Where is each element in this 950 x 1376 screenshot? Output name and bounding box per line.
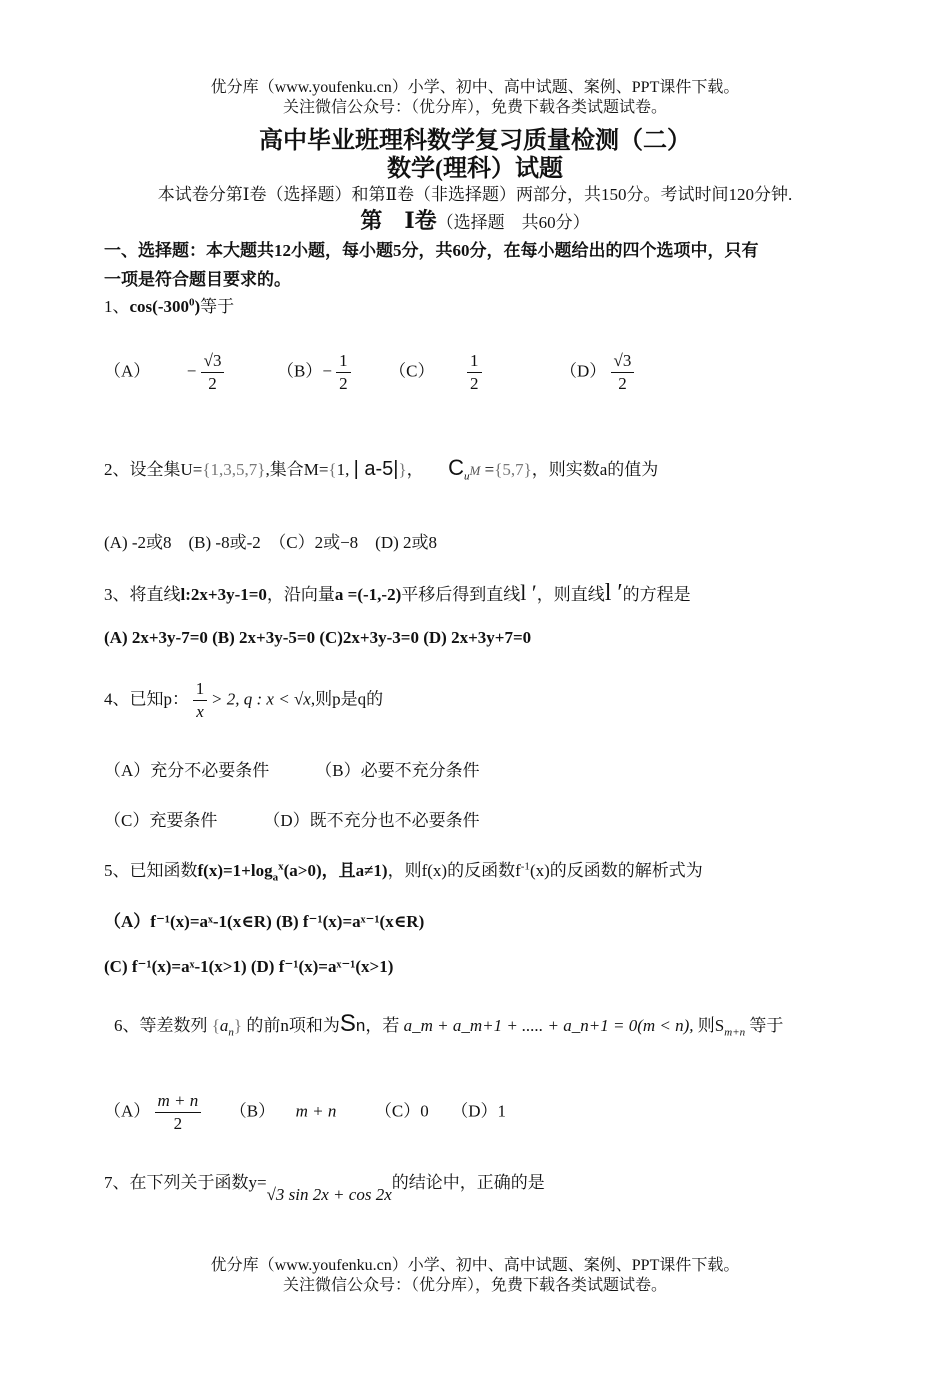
q1-d-fraction xyxy=(611,350,635,395)
q5-options-ab: （A）f⁻¹(x)=aˣ-1(x∈R) (B) f⁻¹(x)=aˣ⁻¹(x∈R) xyxy=(104,912,425,931)
q7-suffix: 的结论中，正确的是 xyxy=(391,1173,545,1192)
q3-text-2: ，沿向量 xyxy=(266,585,335,604)
q3-text-5: 的方程是 xyxy=(622,585,691,604)
q2-complement-m: M xyxy=(469,463,481,478)
q4-options-cd xyxy=(104,806,480,831)
q2-equals: = xyxy=(484,460,495,479)
q6-option-b: （B） xyxy=(229,1101,276,1121)
q7-expr: √3 sin 2x + cos 2x xyxy=(266,1185,392,1204)
q2-set-c: {5,7} xyxy=(494,460,532,479)
q1-a-num: √3 xyxy=(201,350,225,373)
q2-prefix: 2、设全集U= xyxy=(104,460,203,479)
q6-option-d: （D）1 xyxy=(451,1101,506,1121)
q4-suffix: ,则p是q的 xyxy=(310,689,384,709)
q6-options xyxy=(104,1090,506,1135)
q1-c-den: 2 xyxy=(470,374,479,393)
q1-prefix: 1、 xyxy=(104,297,130,316)
q1-a-den: 2 xyxy=(208,374,217,393)
part-heading xyxy=(0,204,950,235)
footer-line-2: 关注微信公众号：（优分库），免费下载各类试题试卷。 xyxy=(282,1277,667,1294)
q5-options-cd: (C) f⁻¹(x)=aˣ-1(x>1) (D) f⁻¹(x)=aˣ⁻¹(x>1) xyxy=(104,957,394,976)
q1-d-num: √3 xyxy=(611,350,635,373)
main-title: 高中毕业班理科数学复习质量检测（二） xyxy=(259,128,691,154)
q6-expr: a_m + a_m+1 + ..... + a_n+1 = 0(m < n), xyxy=(403,1016,694,1035)
q6-a-num: m + n xyxy=(155,1090,202,1113)
question-5 xyxy=(104,856,703,883)
q1-option-a: （A） xyxy=(104,361,151,381)
q3-options: (A) 2x+3y-7=0 (B) 2x+3y-5=0 (C)2x+3y-3=0 (D) 2x+3y+7=0 xyxy=(104,628,532,647)
q2-mid: ,集合M= xyxy=(265,460,329,479)
q4-options-ab xyxy=(104,756,480,781)
q1-b-minus: − xyxy=(322,361,332,381)
q5-func: f(x)=1+log xyxy=(197,861,273,880)
q1-options xyxy=(104,350,634,395)
section-heading-line2: 一项是符合题目要求的。 xyxy=(104,270,291,289)
q1-c-fraction xyxy=(467,350,482,395)
q6-seq-a: a xyxy=(219,1016,229,1035)
exam-intro: 本试卷分第Ⅰ卷（选择题）和第Ⅱ卷（非选择题）两部分，共150分。考试时间120分钟. xyxy=(157,185,793,204)
question-6 xyxy=(114,1010,783,1038)
q4-option-a: （A）充分不必要条件 xyxy=(104,761,270,780)
q6-sequence: $\{a_n\}$ xyxy=(211,1016,243,1039)
q5-cond: (a>0)，且a≠1) xyxy=(283,861,388,880)
q3-text-4: ，则直线 xyxy=(536,585,605,604)
q6-seq-sub: n xyxy=(228,1026,234,1039)
q5-text: 5、已知函数 xyxy=(104,861,198,880)
q5-suffix-2: (x)的反函数的解析式为 xyxy=(529,861,703,880)
question-1 xyxy=(104,292,234,317)
q6-suffix: 等于 xyxy=(749,1016,784,1035)
q4-num: 1 xyxy=(195,679,205,698)
question-3 xyxy=(104,580,691,607)
q2-set-m: {1, | a-5|} xyxy=(328,458,407,480)
q6-a-den: 2 xyxy=(173,1114,183,1133)
q4-option-c: （C）充要条件 xyxy=(104,811,218,830)
q1-suffix: 等于 xyxy=(200,297,235,316)
q1-a-fraction xyxy=(201,350,225,395)
q4-den: x xyxy=(193,700,207,723)
q1-expr: cos(-300 xyxy=(129,297,189,316)
q6-prefix: 6、等差数列 xyxy=(114,1016,208,1035)
q3-vector: a =(-1,-2) xyxy=(334,585,402,604)
q6-then-sub: m+n xyxy=(724,1026,746,1039)
part-sub: （选择题 共60分） xyxy=(436,213,590,232)
q3-l-prime-2: l ′ xyxy=(604,580,623,606)
q4-prefix: 4、已知p： xyxy=(104,689,189,709)
q6-s: S xyxy=(339,1010,356,1037)
header-line-2: 关注微信公众号：（优分库），免费下载各类试题试卷。 xyxy=(282,99,667,116)
q1-degree: 0 xyxy=(188,296,195,309)
q1-a-minus: − xyxy=(186,361,197,381)
q1-d-den: 2 xyxy=(618,374,627,393)
q5-suffix: ，则f(x)的反函数f xyxy=(387,861,521,880)
q1-b-den: 2 xyxy=(339,374,348,393)
q3-line-l: l:2x+3y-1=0 xyxy=(180,585,267,604)
q6-then: 则S xyxy=(697,1016,725,1035)
q1-c-num: 1 xyxy=(467,350,482,373)
q5-exp: x xyxy=(278,860,284,873)
q4-expr: > 2, q : x < √x xyxy=(211,689,311,709)
q3-text-1: 3、将直线 xyxy=(104,585,181,604)
q4-option-b: （B）必要不充分条件 xyxy=(315,761,480,780)
q6-mid: 的前n项和为 xyxy=(246,1016,340,1035)
q2-set-u: {1,3,5,7} xyxy=(202,460,266,479)
q2-options: (A) -2或8 (B) -8或-2 （C）2或−8 (D) 2或8 xyxy=(104,533,438,552)
q4-option-d: （D）既不充分也不必要条件 xyxy=(263,811,480,830)
q1-option-d: （D） xyxy=(560,361,607,381)
q3-text-3: 平移后得到直线 xyxy=(401,585,521,604)
header-line-1: 优分库（www.youfenku.cn）小学、初中、高中试题、案例、PPT课件下载。 xyxy=(210,79,740,96)
footer-line-1: 优分库（www.youfenku.cn）小学、初中、高中试题、案例、PPT课件下载。 xyxy=(210,1257,740,1274)
q4-fraction xyxy=(193,678,207,723)
q1-b-fraction xyxy=(336,350,351,395)
q2-set-m-1: 1, xyxy=(336,460,350,479)
q2-set-m-2: | a-5| xyxy=(353,458,399,480)
question-2: 2、设全集U={1,3,5,7},集合M={1, | a-5|}， $C_uM =\{5,7\}$，则实数a的值为 xyxy=(104,455,659,483)
q6-a-fraction xyxy=(155,1090,202,1135)
q2-suffix: ，则实数a的值为 xyxy=(531,460,659,479)
q1-option-c: （C） xyxy=(389,361,435,381)
section-heading-line1: 一、选择题：本大题共12小题，每小题5分，共60分，在每小题给出的四个选项中，只有 xyxy=(104,241,759,260)
question-7 xyxy=(104,1168,545,1204)
q2-complement-sub: u xyxy=(464,470,470,483)
q5-inverse-sup: -1 xyxy=(520,860,530,873)
q6-s-sub: n xyxy=(355,1016,366,1035)
q3-l-prime-1: l ′ xyxy=(520,580,537,605)
subject-title: 数学(理科）试题 xyxy=(387,156,563,182)
question-4 xyxy=(104,678,383,723)
q6-option-a: （A） xyxy=(104,1101,151,1121)
q1-b-num: 1 xyxy=(336,350,351,373)
q6-b-value: m + n xyxy=(295,1101,337,1121)
q1-option-b: （B） xyxy=(276,361,323,381)
q7-prefix: 7、在下列关于函数y= xyxy=(104,1173,267,1192)
q1-close: ) xyxy=(194,297,201,316)
q6-mid-2: ，若 xyxy=(365,1016,400,1035)
q5-log-base: a xyxy=(272,871,279,884)
q6-option-c: （C）0 xyxy=(374,1101,429,1121)
part-label: 第 Ⅰ卷 xyxy=(360,208,437,233)
q2-complement: C xyxy=(448,455,464,480)
